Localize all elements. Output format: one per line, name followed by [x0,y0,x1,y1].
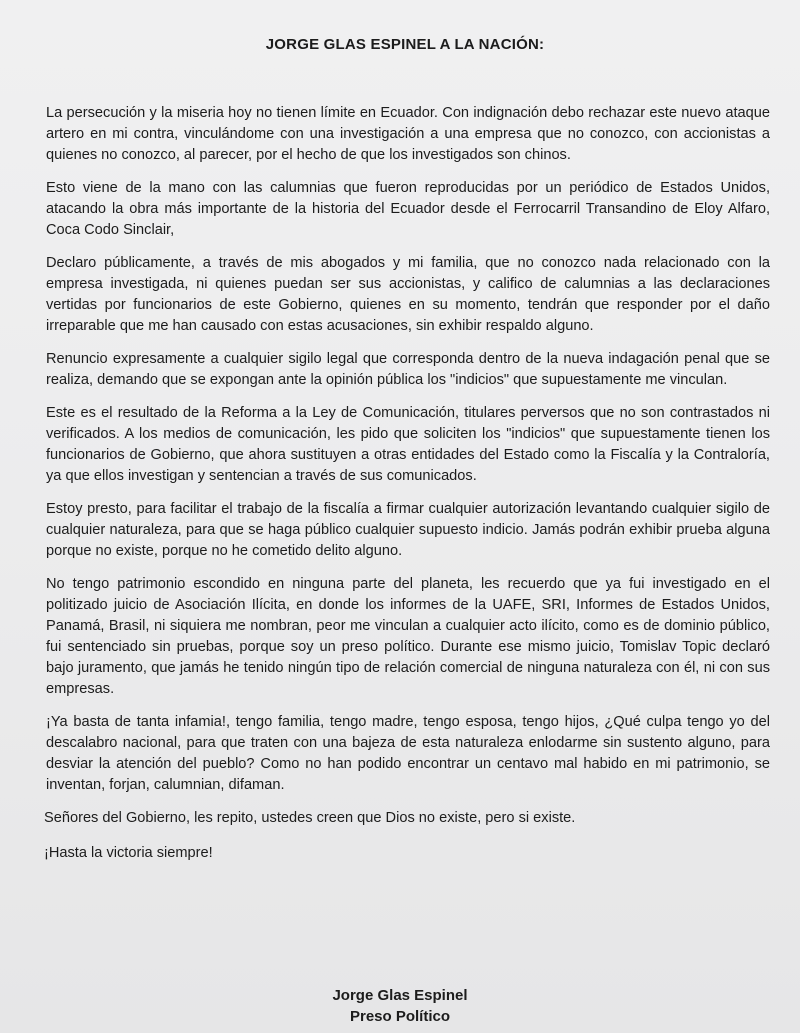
closing-line-gobierno: Señores del Gobierno, les repito, ustedes creen que Dios no existe, pero si existe. [44,810,576,826]
closing-line-victoria: ¡Hasta la victoria siempre! [44,845,213,861]
paragraph-4: Renuncio expresamente a cualquier sigilo legal que corresponda dentro de la nueva indagación penal que se realiza, demando que se expongan ante la opinión pública los "indicios" que supuestamente me vinculan. [46,351,770,388]
paragraph-1: La persecución y la miseria hoy no tienen límite en Ecuador. Con indignación debo rechazar este nuevo ataque artero en mi contra, vinculándome con una investigación a una empresa que no conozco, con accionistas a quienes no conozco, al parecer, por el hecho de que los investigados son chinos. [46,105,770,163]
signature-role: Preso Político [349,1008,451,1025]
paragraph-3: Declaro públicamente, a través de mis abogados y mi familia, que no conozco nada relacionado con la empresa investigada, ni quienes puedan ser sus accionistas, y califico de calumnias a las declaraciones vertidas por funcionarios de este Gobierno, quienes en su momento, tendrán que responder por el daño irreparable que me han causado con estas acusaciones, sin exhibir respaldo alguno. [46,255,770,334]
paragraph-7: No tengo patrimonio escondido en ninguna parte del planeta, les recuerdo que ya fui investigado en el politizado juicio de Asociación Ilícita, en donde los informes de la UAFE, SRI, Informes de Estados Unidos, Panamá, Brasil, ni siquiera me nombran, peor me vinculan a cualquier acto ilícito, como es de dominio público, fui sentenciado sin pruebas, porque soy un preso político. Durante ese mismo juicio, Tomislav Topic declaró bajo juramento, que jamás he tenido ningún tipo de relación comercial de ninguna naturaleza con él, ni con sus empresas. [46,576,770,697]
letter-title: JORGE GLAS ESPINEL A LA NACIÓN: [265,36,545,53]
paragraph-6: Estoy presto, para facilitar el trabajo de la fiscalía a firmar cualquier autorización levantando cualquier sigilo de cualquier naturaleza, para que se haga público cualquier supuesto indicio. Jamás podrán exhibir prueba alguna porque no existe, porque no he cometido delito alguno. [46,501,770,559]
paragraph-8: ¡Ya basta de tanta infamia!, tengo familia, tengo madre, tengo esposa, tengo hijos, ¿Qué culpa tengo yo del descalabro nacional, para que traten con una bajeza de esta naturaleza enlodarme sin sustento alguno, para desviar la atención del pueblo? Como no han podido encontrar un centavo mal habido en mi patrimonio, se inventan, forjan, calumnian, difaman. [46,714,770,793]
paragraph-2: Esto viene de la mano con las calumnias que fueron reproducidas por un periódico de Estados Unidos, atacando la obra más importante de la historia del Ecuador desde el Ferrocarril Transandino de Eloy Alfaro, Coca Codo Sinclair, [46,180,770,238]
signature-block [0,985,800,1027]
signature-name: Jorge Glas Espinel [332,987,468,1004]
paragraph-5: Este es el resultado de la Reforma a la Ley de Comunicación, titulares perversos que no son contrastados ni verificados. A los medios de comunicación, les pido que soliciten los "indicios" que supuestamente tienen los funcionarios de Gobierno, que ahora sustituyen a otras entidades del Estado como la Fiscalía y la Contraloría, ya que ellos investigan y sentencian a través de sus comunicados. [46,405,770,484]
